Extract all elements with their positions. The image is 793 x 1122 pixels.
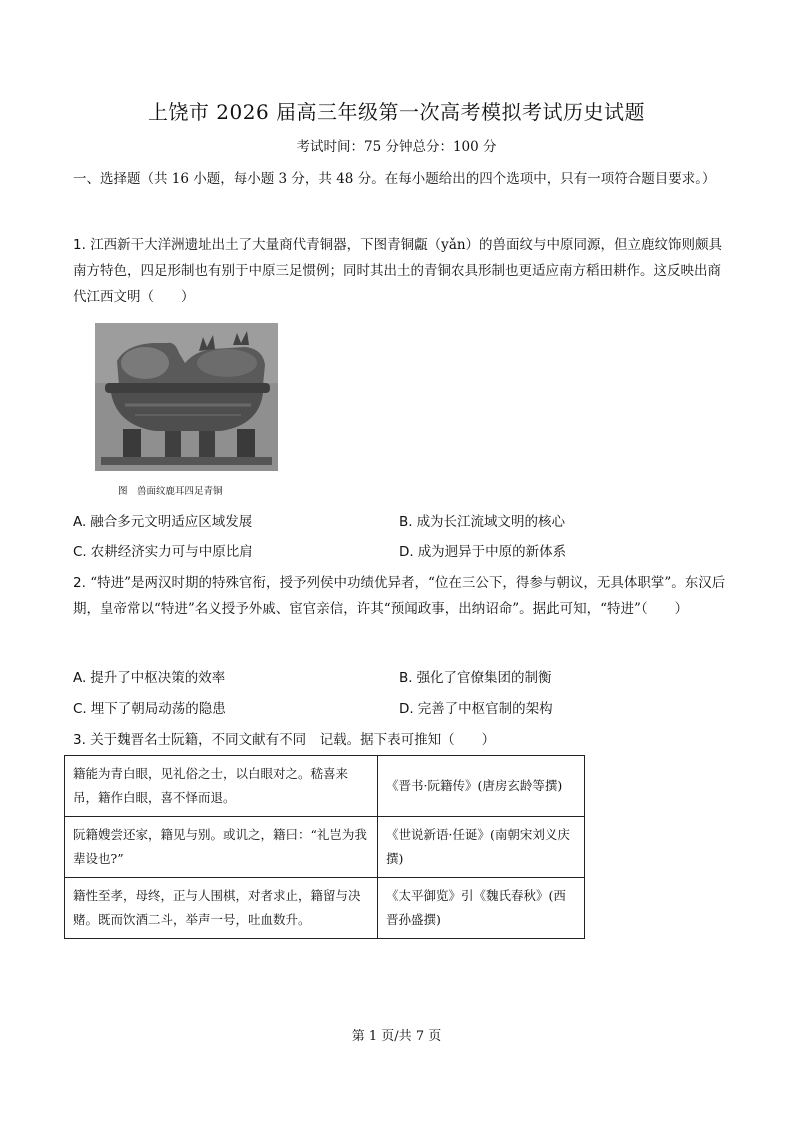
question-3-stem [73, 727, 733, 753]
bronze-vessel-image [95, 323, 278, 471]
option-letter: A. [73, 514, 87, 530]
question-text: 江西新干大洋洲遗址出土了大量商代青铜器，下图青铜甗（yǎn）的兽面纹与中原同源，但立鹿纹饰则颇具南方特色，四足形制也有别于中原三足惯例；同时其出土的青铜农具形制也更适应南方稻田耕作。这反映出商代江西文明（ ） [73, 237, 723, 305]
table-cell-source: 《晋书·阮籍传》(唐房玄龄等撰) [378, 756, 585, 817]
option-text: 埋下了朝局动荡的隐患 [90, 701, 226, 717]
option-letter: B. [399, 514, 413, 530]
section-heading: 一、选择题（共 16 小题，每小题 3 分，共 48 分。在每小题给出的四个选项中，只有一项符合题目要求。） [73, 171, 716, 187]
question-text: “特进”是两汉时期的特殊官衔，授予列侯中功绩优异者，“位在三公下，得参与朝议，无具体职掌”。东汉后期，皇帝常以“特进”名义授予外戚、宦官亲信，许其“预闻政事，出纳诏命”。据此可知，“特进”（ ） [73, 575, 726, 617]
q2-option-c[interactable] [73, 699, 226, 719]
q1-option-c[interactable] [73, 542, 253, 562]
q1-option-d[interactable] [399, 542, 566, 562]
q2-option-b[interactable] [399, 668, 552, 688]
option-letter: C. [73, 544, 87, 560]
option-text: 强化了官僚集团的制衡 [416, 670, 552, 686]
q2-option-a[interactable] [73, 668, 225, 688]
table-row [65, 817, 585, 878]
option-letter: D. [399, 701, 414, 717]
option-letter: C. [73, 701, 87, 717]
question-2-stem [73, 570, 733, 622]
q1-option-b[interactable] [399, 512, 565, 532]
page-number: 第 1 页/共 7 页 [351, 1029, 442, 1044]
question-text: 关于魏晋名士阮籍，不同文献有不同 记载。据下表可推知（ ） [90, 732, 496, 748]
q1-option-a[interactable] [73, 512, 252, 532]
option-text: 完善了中枢官制的架构 [417, 701, 553, 717]
question-number: 3. [73, 732, 86, 748]
option-text: 融合多元文明适应区域发展 [90, 514, 253, 530]
table-cell-text: 籍能为青白眼，见礼俗之士，以白眼对之。嵇喜来吊，籍作白眼，喜不怿而退。 [65, 756, 378, 817]
figure-caption: 图 兽面纹鹿耳四足青铜 [118, 486, 223, 497]
option-text: 提升了中枢决策的效率 [90, 670, 226, 686]
table-row [65, 756, 585, 817]
q2-option-d[interactable] [399, 699, 553, 719]
option-text: 成为长江流域文明的核心 [416, 514, 566, 530]
question-number: 2. [73, 575, 86, 591]
source-table [64, 755, 585, 939]
table-cell-source: 《太平御览》引《魏氏春秋》(西晋孙盛撰) [378, 878, 585, 939]
question-number: 1. [73, 237, 86, 253]
question-1-stem [73, 232, 733, 310]
option-letter: D. [399, 544, 414, 560]
exam-subtitle: 考试时间：75 分钟总分：100 分 [296, 139, 497, 155]
table-cell-text: 阮籍嫂尝还家，籍见与别。或讥之，籍曰：“礼岂为我辈设也?” [65, 817, 378, 878]
option-text: 农耕经济实力可与中原比肩 [90, 544, 253, 560]
option-letter: B. [399, 670, 413, 686]
option-text: 成为迥异于中原的新体系 [417, 544, 567, 560]
table-cell-source: 《世说新语·任诞》(南朝宋刘义庆撰) [378, 817, 585, 878]
table-cell-text: 籍性至孝，母终，正与人围棋，对者求止，籍留与决赌。既而饮酒二斗，举声一号，吐血数升。 [65, 878, 378, 939]
bronze-vessel-illustration [95, 323, 278, 471]
table-row [65, 878, 585, 939]
exam-title: 上饶市 2026 届高三年级第一次高考模拟考试历史试题 [147, 100, 646, 124]
option-letter: A. [73, 670, 87, 686]
